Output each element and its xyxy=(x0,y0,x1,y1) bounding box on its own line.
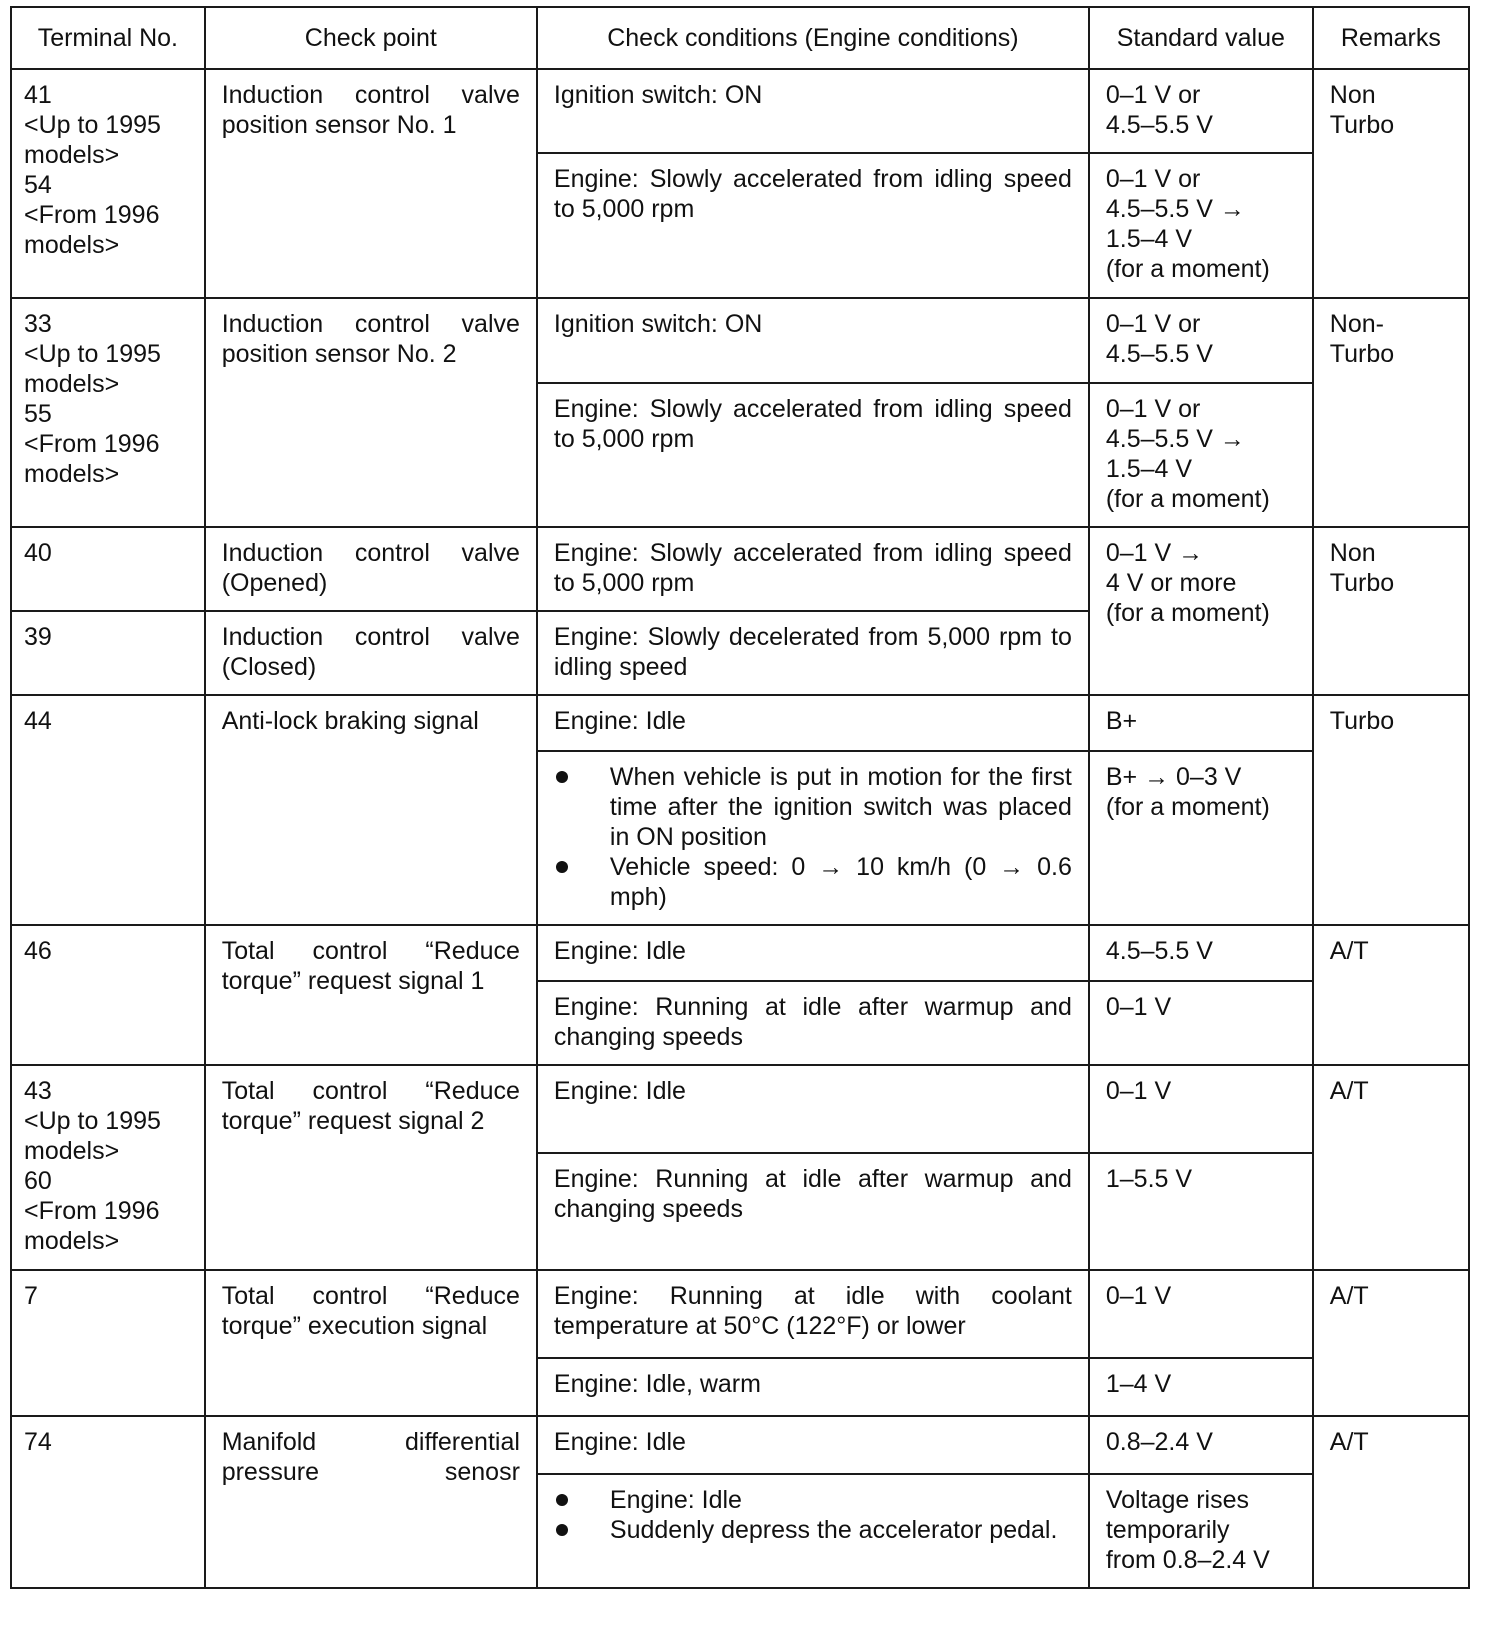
table-row xyxy=(11,527,1469,611)
standard-line: 0–1 V xyxy=(1105,993,1172,1021)
list-item xyxy=(554,852,1072,912)
standard-line: 0–1 V or xyxy=(1105,310,1201,338)
table-row xyxy=(11,695,1469,751)
terminal-line: <Up to 1995 xyxy=(24,111,161,139)
remarks-line: Non xyxy=(1329,539,1376,567)
remarks-line: A/T xyxy=(1329,1428,1369,1456)
bullet-icon xyxy=(556,861,568,873)
bullet-icon xyxy=(556,1494,568,1506)
standard-line: 4.5–5.5 V → xyxy=(1105,425,1245,453)
bullet-text: Suddenly depress the accelerator pedal. xyxy=(609,1516,1058,1544)
condition-cell: Engine: Idle, warm xyxy=(537,1358,1089,1416)
condition-cell: Engine: Running at idle after warmup and changing speeds xyxy=(537,1153,1089,1270)
terminal-line: 43 xyxy=(24,1077,52,1105)
standard-line: 0–1 V xyxy=(1105,1282,1172,1310)
remarks-cell xyxy=(1313,695,1469,925)
remarks-line: Turbo xyxy=(1329,569,1395,597)
remarks-line: A/T xyxy=(1329,1077,1369,1105)
check-point-cell: Total control “Reduce torque” execution signal xyxy=(205,1270,537,1416)
remarks-line: Non- xyxy=(1329,310,1384,338)
standard-line: (for a moment) xyxy=(1105,485,1270,513)
standard-value-cell xyxy=(1089,1065,1313,1153)
table-row xyxy=(11,1416,1469,1474)
check-point-cell: Manifold differential pressure senosr xyxy=(205,1416,537,1588)
remarks-line: Turbo xyxy=(1329,111,1395,139)
terminal-line: models> xyxy=(24,370,120,398)
remarks-line: A/T xyxy=(1329,937,1369,965)
standard-line: 0.8–2.4 V xyxy=(1105,1428,1213,1456)
standard-value-cell xyxy=(1089,153,1313,298)
check-point-cell: Total control “Reduce torque” request signal 1 xyxy=(205,925,537,1065)
remarks-line: Non xyxy=(1329,81,1376,109)
condition-bullet-list xyxy=(554,1485,1072,1545)
standard-line: 4.5–5.5 V xyxy=(1105,111,1213,139)
condition-cell: Engine: Slowly decelerated from 5,000 rpm to idling speed xyxy=(537,611,1089,695)
list-item xyxy=(554,1485,1072,1515)
terminal-line: 55 xyxy=(24,400,52,428)
condition-cell: Engine: Slowly accelerated from idling speed to 5,000 rpm xyxy=(537,527,1089,611)
terminal-cell: 7 xyxy=(11,1270,205,1416)
check-point-cell: Induction control valve position sensor No. 1 xyxy=(205,69,537,298)
terminal-line: <From 1996 xyxy=(24,430,160,458)
condition-cell: Engine: Slowly accelerated from idling speed to 5,000 rpm xyxy=(537,383,1089,527)
bullet-icon xyxy=(556,771,568,783)
terminal-cell xyxy=(11,69,205,298)
standard-line: 1–4 V xyxy=(1105,1370,1172,1398)
condition-bullet-list xyxy=(554,762,1072,912)
standard-line: (for a moment) xyxy=(1105,599,1270,627)
terminal-line: <From 1996 xyxy=(24,1197,160,1225)
list-item xyxy=(554,1515,1072,1545)
standard-value-cell xyxy=(1089,751,1313,925)
terminal-line: 33 xyxy=(24,310,52,338)
standard-line: 4.5–5.5 V xyxy=(1105,937,1213,965)
terminal-cell: 46 xyxy=(11,925,205,1065)
terminal-line: 41 xyxy=(24,81,52,109)
standard-line: 4.5–5.5 V xyxy=(1105,340,1213,368)
terminal-check-table xyxy=(10,6,1470,1589)
terminal-line: 60 xyxy=(24,1167,52,1195)
standard-line: (for a moment) xyxy=(1105,793,1270,821)
table-row xyxy=(11,925,1469,981)
standard-value-cell xyxy=(1089,1416,1313,1474)
check-point-cell: Induction control valve (Opened) xyxy=(205,527,537,611)
standard-line: 1.5–4 V xyxy=(1105,455,1193,483)
list-item xyxy=(554,762,1072,852)
standard-value-cell xyxy=(1089,1153,1313,1270)
condition-cell xyxy=(537,751,1089,925)
standard-value-cell xyxy=(1089,527,1313,695)
condition-cell: Ignition switch: ON xyxy=(537,298,1089,383)
terminal-line: models> xyxy=(24,141,120,169)
terminal-line: 54 xyxy=(24,171,52,199)
standard-line: (for a moment) xyxy=(1105,255,1270,283)
condition-cell: Engine: Idle xyxy=(537,695,1089,751)
condition-cell: Engine: Slowly accelerated from idling speed to 5,000 rpm xyxy=(537,153,1089,298)
standard-value-cell xyxy=(1089,1358,1313,1416)
standard-line: 0–1 V or xyxy=(1105,395,1201,423)
header-standard-value: Standard value xyxy=(1089,7,1313,69)
standard-line: 0–1 V or xyxy=(1105,81,1201,109)
terminal-cell: 74 xyxy=(11,1416,205,1588)
standard-value-cell xyxy=(1089,695,1313,751)
standard-value-cell xyxy=(1089,298,1313,383)
remarks-cell xyxy=(1313,1270,1469,1416)
condition-cell: Engine: Idle xyxy=(537,1416,1089,1474)
table-row xyxy=(11,1065,1469,1153)
terminal-line: <Up to 1995 xyxy=(24,1107,161,1135)
remarks-cell xyxy=(1313,69,1469,298)
header-terminal: Terminal No. xyxy=(11,7,205,69)
check-point-cell: Induction control valve (Closed) xyxy=(205,611,537,695)
remarks-cell xyxy=(1313,1065,1469,1270)
remarks-cell xyxy=(1313,527,1469,695)
remarks-cell xyxy=(1313,298,1469,527)
standard-value-cell xyxy=(1089,925,1313,981)
terminal-line: <From 1996 xyxy=(24,201,160,229)
standard-value-cell xyxy=(1089,383,1313,527)
standard-line: B+ → 0–3 V xyxy=(1105,763,1242,791)
standard-value-cell xyxy=(1089,981,1313,1065)
remarks-line: A/T xyxy=(1329,1282,1369,1310)
header-check-point: Check point xyxy=(205,7,537,69)
header-row xyxy=(11,7,1469,69)
terminal-cell: 40 xyxy=(11,527,205,611)
check-point-cell: Induction control valve position sensor No. 2 xyxy=(205,298,537,527)
standard-line: Voltage rises xyxy=(1105,1486,1249,1514)
standard-line: 4.5–5.5 V → xyxy=(1105,195,1245,223)
terminal-cell xyxy=(11,1065,205,1270)
standard-line: 1–5.5 V xyxy=(1105,1165,1193,1193)
header-remarks: Remarks xyxy=(1313,7,1469,69)
condition-cell: Engine: Running at idle after warmup and changing speeds xyxy=(537,981,1089,1065)
condition-cell: Engine: Idle xyxy=(537,925,1089,981)
standard-value-cell xyxy=(1089,69,1313,153)
condition-cell: Ignition switch: ON xyxy=(537,69,1089,153)
check-point-cell: Anti-lock braking signal xyxy=(205,695,537,925)
standard-line: from 0.8–2.4 V xyxy=(1105,1546,1270,1574)
standard-line: B+ xyxy=(1105,707,1138,735)
table-row xyxy=(11,69,1469,153)
condition-cell: Engine: Running at idle with coolant temperature at 50°C (122°F) or lower xyxy=(537,1270,1089,1358)
bullet-text: When vehicle is put in motion for the first time after the ignition switch was placed in ON position xyxy=(609,763,1072,851)
remarks-line: Turbo xyxy=(1329,707,1395,735)
standard-line: 0–1 V xyxy=(1105,1077,1172,1105)
standard-line: 1.5–4 V xyxy=(1105,225,1193,253)
terminal-cell: 44 xyxy=(11,695,205,925)
terminal-line: <Up to 1995 xyxy=(24,340,161,368)
standard-value-cell xyxy=(1089,1474,1313,1588)
spec-table-page xyxy=(10,6,1470,1589)
remarks-cell xyxy=(1313,925,1469,1065)
terminal-line: models> xyxy=(24,460,120,488)
check-point-cell: Total control “Reduce torque” request signal 2 xyxy=(205,1065,537,1270)
standard-line: 0–1 V or xyxy=(1105,165,1201,193)
bullet-text: Engine: Idle xyxy=(609,1486,742,1514)
standard-value-cell xyxy=(1089,1270,1313,1358)
remarks-line: Turbo xyxy=(1329,340,1395,368)
bullet-text: Vehicle speed: 0 → 10 km/h (0 → 0.6 mph) xyxy=(609,853,1072,911)
condition-cell: Engine: Idle xyxy=(537,1065,1089,1153)
table-row xyxy=(11,1270,1469,1358)
bullet-icon xyxy=(556,1524,568,1536)
terminal-line: models> xyxy=(24,231,120,259)
condition-cell xyxy=(537,1474,1089,1588)
standard-line: 4 V or more xyxy=(1105,569,1237,597)
terminal-cell: 39 xyxy=(11,611,205,695)
terminal-line: models> xyxy=(24,1137,120,1165)
remarks-cell xyxy=(1313,1416,1469,1588)
header-conditions: Check conditions (Engine conditions) xyxy=(537,7,1089,69)
standard-line: temporarily xyxy=(1105,1516,1230,1544)
standard-line: 0–1 V → xyxy=(1105,539,1204,567)
terminal-line: models> xyxy=(24,1227,120,1255)
terminal-cell xyxy=(11,298,205,527)
table-row xyxy=(11,298,1469,383)
